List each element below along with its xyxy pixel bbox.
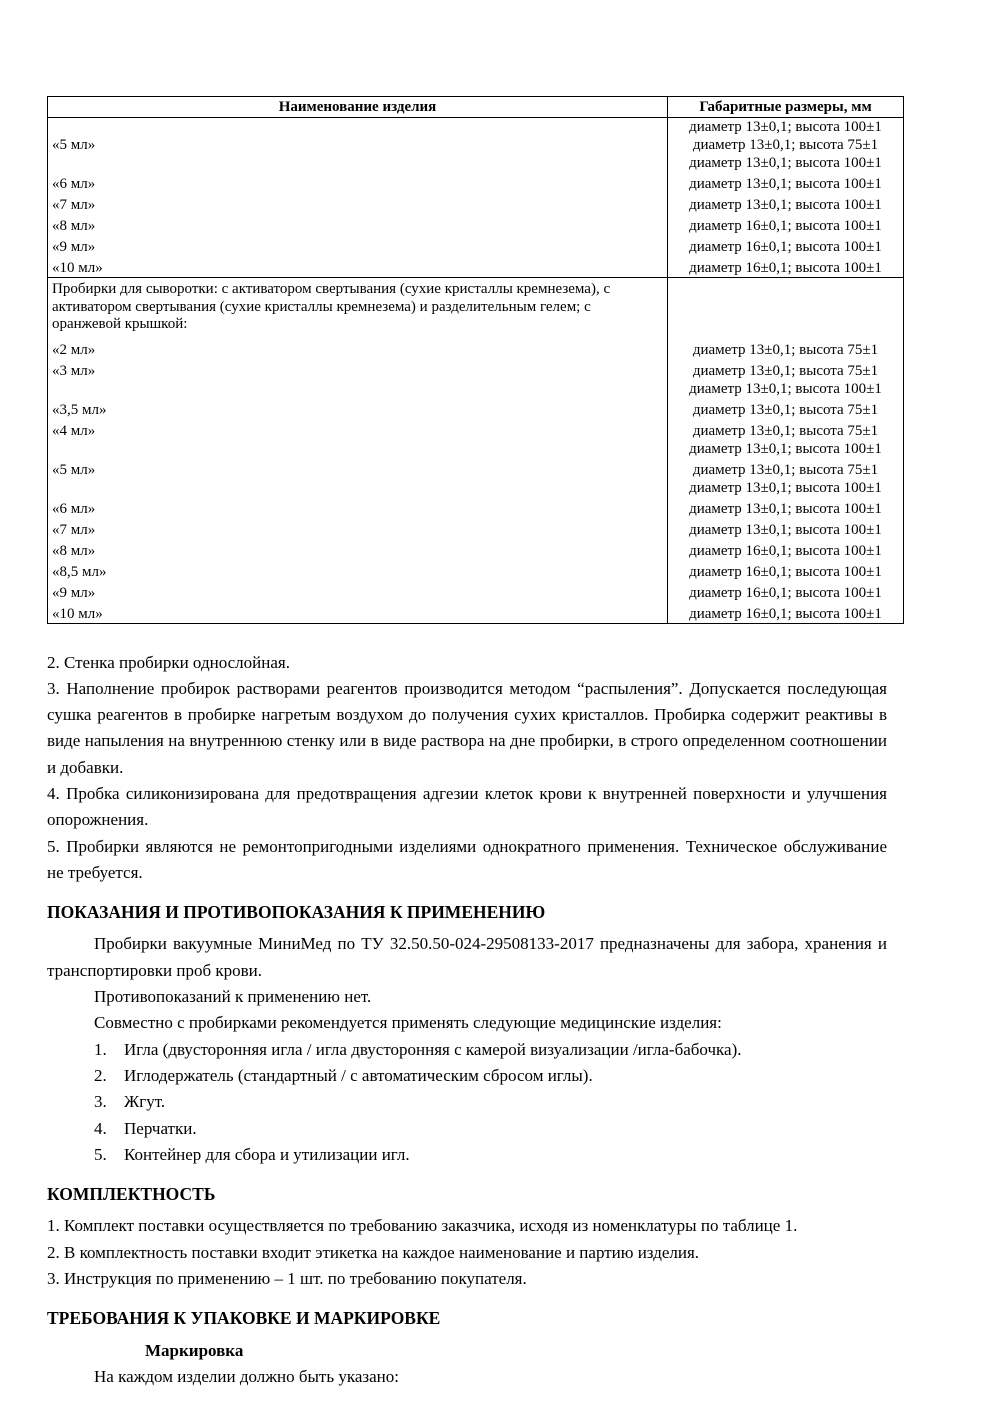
product-name: «7 мл»	[48, 193, 668, 214]
dimension-line: диаметр 13±0,1; высота 100±1	[689, 380, 882, 397]
table-row	[48, 214, 904, 235]
column-header-product-name: Наименование изделия	[48, 97, 668, 118]
marking-subheading: Маркировка	[145, 1340, 244, 1360]
list-item-number: 3.	[94, 1092, 107, 1112]
table-row	[48, 518, 904, 539]
product-name: «3,5 мл»	[48, 398, 668, 419]
dimension-line: диаметр 13±0,1; высота 100±1	[689, 521, 882, 538]
product-name: «10 мл»	[48, 602, 668, 624]
indications-paragraph-1: Пробирки вакуумные МиниМед по ТУ 32.50.50-024-29508133-2017 предназначены для забора, хранения и транспортировки проб крови.	[47, 934, 887, 980]
list-item-text: Контейнер для сбора и утилизации игл.	[124, 1144, 410, 1164]
product-dimensions	[668, 193, 904, 214]
product-name: «7 мл»	[48, 518, 668, 539]
table-section-row	[48, 278, 904, 341]
table-row	[48, 602, 904, 624]
product-name: «6 мл»	[48, 172, 668, 193]
dimension-line: диаметр 13±0,1; высота 100±1	[689, 440, 882, 457]
product-name: «2 мл»	[48, 341, 668, 359]
dimension-line: диаметр 16±0,1; высота 100±1	[689, 542, 882, 559]
dimension-line: диаметр 13±0,1; высота 75±1	[692, 137, 879, 153]
list-item-text: Игла (двусторонняя игла / игла двусторонняя с камерой визуализации /игла-бабочка).	[124, 1039, 742, 1059]
dimension-line: диаметр 13±0,1; высота 75±1	[692, 362, 879, 379]
product-dimensions	[668, 214, 904, 235]
product-dimensions	[668, 497, 904, 518]
dimension-line: диаметр 13±0,1; высота 75±1	[692, 461, 879, 478]
table-row	[48, 172, 904, 193]
list-item	[47, 1142, 887, 1168]
table-header-row	[48, 97, 904, 118]
feature-item-3: 3. Наполнение пробирок растворами реагентов производится методом “распыления”. Допускается последующая сушка реагентов в пробирке нагретым воздухом до получения сухих кристаллов. Пробирка содержит реактивы в виде напыления на внутреннюю стенку или в виде раствора на дне пробирки, в строго определенном соотношении и добавки.	[47, 678, 887, 777]
dimension-line: диаметр 13±0,1; высота 100±1	[689, 197, 882, 213]
dimension-line: диаметр 13±0,1; высота 100±1	[689, 155, 882, 171]
product-name: «9 мл»	[48, 235, 668, 256]
dimension-line: диаметр 13±0,1; высота 75±1	[692, 422, 879, 439]
table-row	[48, 398, 904, 419]
list-item	[47, 1089, 887, 1115]
dimension-line: диаметр 13±0,1; высота 75±1	[692, 401, 879, 418]
list-item	[47, 1037, 887, 1063]
product-name: «8,5 мл»	[48, 560, 668, 581]
list-item-number: 1.	[94, 1039, 107, 1059]
packaging-heading: ТРЕБОВАНИЯ К УПАКОВКЕ И МАРКИРОВКЕ	[47, 1308, 441, 1329]
kit-item-1: 1. Комплект поставки осуществляется по требованию заказчика, исходя из номенклатуры по таблице 1.	[47, 1216, 798, 1236]
product-dimensions	[668, 560, 904, 581]
product-name: «10 мл»	[48, 256, 668, 278]
list-item-text: Жгут.	[124, 1092, 166, 1112]
list-item-number: 5.	[94, 1144, 107, 1164]
list-item-number: 2.	[94, 1065, 107, 1085]
kit-item-3: 3. Инструкция по применению – 1 шт. по требованию покупателя.	[47, 1269, 527, 1289]
product-dimensions	[668, 235, 904, 256]
indications-paragraph-2: Противопоказаний к применению нет.	[94, 987, 372, 1007]
kit-item-2: 2. В комплектность поставки входит этикетка на каждое наименование и партию изделия.	[47, 1242, 700, 1262]
product-name: «8 мл»	[48, 214, 668, 235]
product-spec-table	[47, 96, 904, 624]
table-row	[48, 136, 904, 172]
section-intro-empty-cell	[668, 278, 904, 341]
feature-item-5: 5. Пробирки являются не ремонтопригодными изделиями однократного применения. Техническое обслуживание не требуется.	[47, 836, 887, 882]
product-name: «5 мл»	[48, 136, 668, 172]
dimension-line: диаметр 13±0,1; высота 75±1	[692, 341, 879, 358]
table-row	[48, 581, 904, 602]
document-body	[47, 650, 887, 1391]
product-name: «3 мл»	[48, 359, 668, 398]
product-name: «8 мл»	[48, 539, 668, 560]
list-item-number: 4.	[94, 1118, 107, 1138]
dimension-line: диаметр 13±0,1; высота 100±1	[689, 176, 882, 192]
product-dimensions	[668, 398, 904, 419]
dimension-line: диаметр 16±0,1; высота 100±1	[689, 563, 882, 580]
product-dimensions	[668, 419, 904, 458]
product-dimensions	[668, 172, 904, 193]
dimension-line: диаметр 13±0,1; высота 100±1	[689, 500, 882, 517]
dimension-line: диаметр 16±0,1; высота 100±1	[689, 239, 882, 255]
feature-item-4: 4. Пробка силиконизирована для предотвращения адгезии клеток крови к внутренней поверхности и улучшения опорожнения.	[47, 783, 887, 830]
table-row	[48, 458, 904, 497]
table-row	[48, 539, 904, 560]
table-row	[48, 256, 904, 278]
product-dimensions	[668, 581, 904, 602]
product-dimensions	[668, 539, 904, 560]
dimension-line: диаметр 16±0,1; высота 100±1	[689, 605, 882, 622]
table-row	[48, 235, 904, 256]
table-row	[48, 497, 904, 518]
product-dimensions	[668, 256, 904, 278]
recommended-devices-list	[47, 1037, 887, 1168]
list-item-text: Перчатки.	[124, 1118, 197, 1138]
product-dimensions	[668, 359, 904, 398]
section-intro-text: Пробирки для сыворотки: с активатором свертывания (сухие кристаллы кремнезема), с активатором свертывания (сухие кристаллы кремнезема) и разделительным гелем; с оранжевой крышкой:	[48, 278, 668, 341]
feature-item-2: 2. Стенка пробирки однослойная.	[47, 652, 290, 672]
product-name	[48, 118, 668, 137]
product-dimensions	[668, 518, 904, 539]
table-row	[48, 118, 904, 137]
list-item	[47, 1116, 887, 1142]
kit-heading: КОМПЛЕКТНОСТЬ	[47, 1184, 216, 1205]
product-name: «6 мл»	[48, 497, 668, 518]
product-dimensions	[668, 136, 904, 172]
dimension-line: диаметр 16±0,1; высота 100±1	[689, 584, 882, 601]
product-dimensions	[668, 458, 904, 497]
dimension-line: диаметр 16±0,1; высота 100±1	[689, 218, 882, 234]
table-row	[48, 419, 904, 458]
product-name: «9 мл»	[48, 581, 668, 602]
product-name: «5 мл»	[48, 458, 668, 497]
dimension-line: диаметр 16±0,1; высота 100±1	[689, 260, 882, 276]
column-header-dimensions: Габаритные размеры, мм	[668, 97, 904, 118]
product-dimensions	[668, 341, 904, 359]
list-item-text: Иглодержатель (стандартный / с автоматическим сбросом иглы).	[124, 1065, 593, 1085]
dimension-line: диаметр 13±0,1; высота 100±1	[689, 119, 882, 135]
product-name: «4 мл»	[48, 419, 668, 458]
marking-paragraph: На каждом изделии должно быть указано:	[94, 1366, 399, 1386]
table-row	[48, 359, 904, 398]
dimension-line: диаметр 13±0,1; высота 100±1	[689, 479, 882, 496]
product-dimensions	[668, 118, 904, 137]
product-dimensions	[668, 602, 904, 624]
list-item	[47, 1063, 887, 1089]
indications-paragraph-3: Совместно с пробирками рекомендуется применять следующие медицинские изделия:	[94, 1013, 722, 1033]
table-row	[48, 193, 904, 214]
indications-heading: ПОКАЗАНИЯ И ПРОТИВОПОКАЗАНИЯ К ПРИМЕНЕНИЮ	[47, 902, 546, 923]
table-row	[48, 341, 904, 359]
table-row	[48, 560, 904, 581]
